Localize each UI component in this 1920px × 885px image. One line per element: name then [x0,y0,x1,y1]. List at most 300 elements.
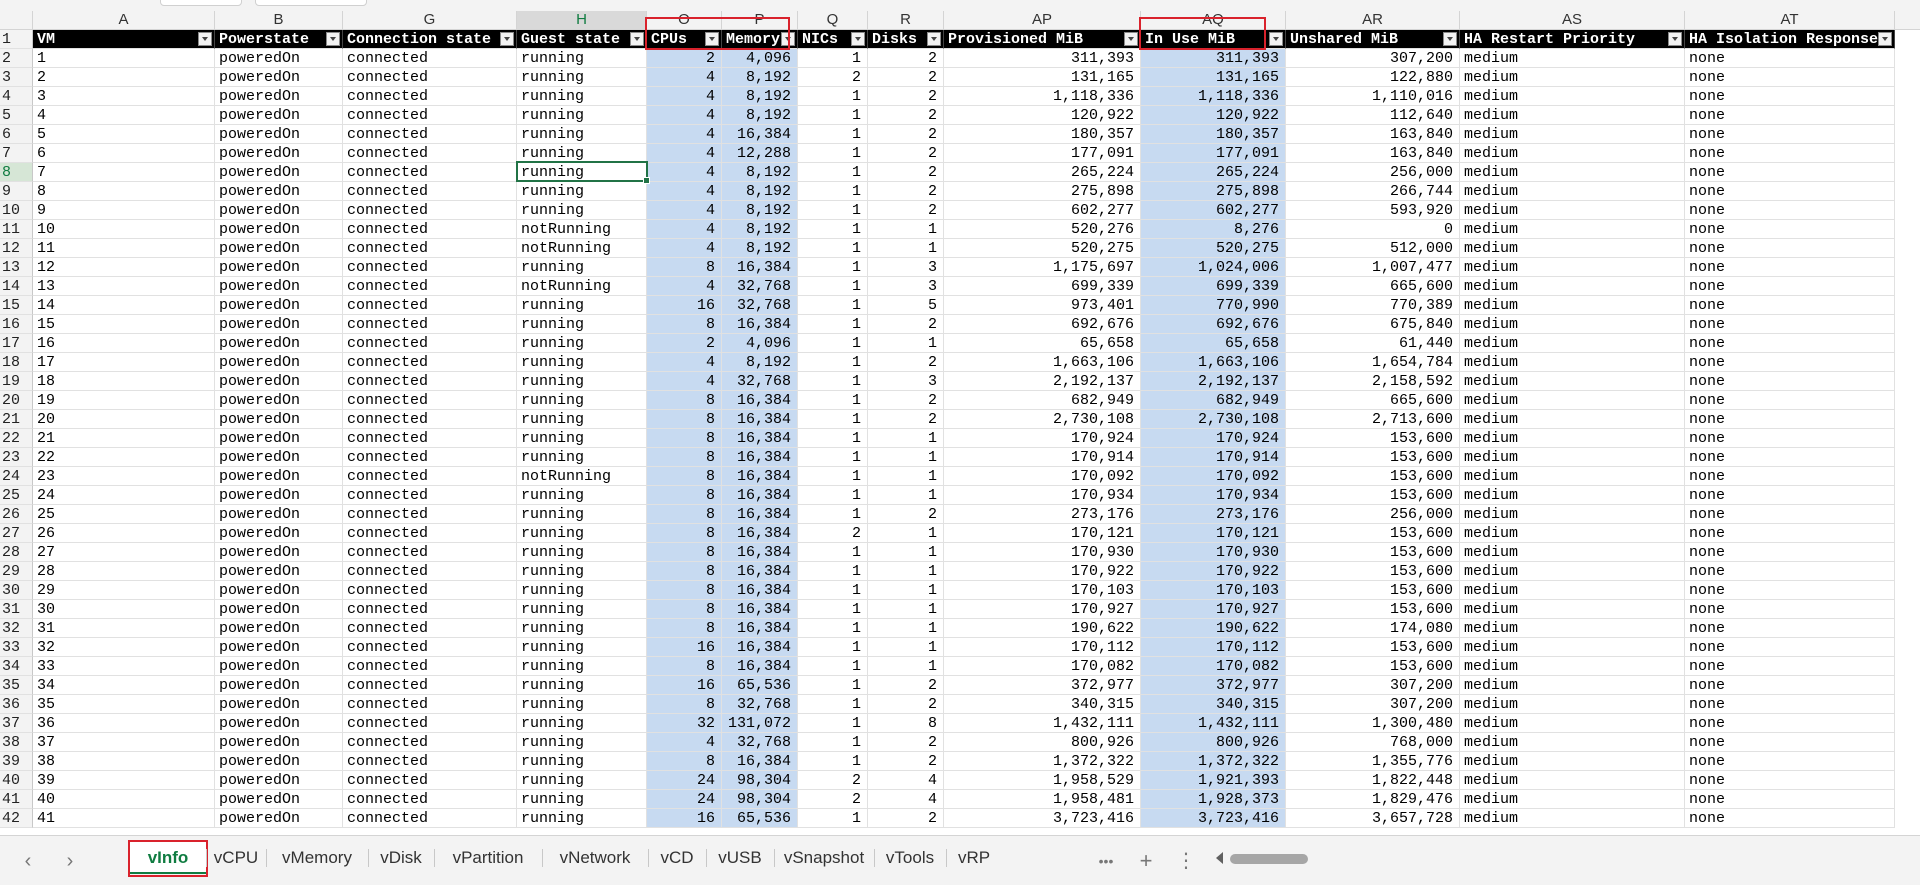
cell[interactable]: medium [1460,467,1685,486]
cell[interactable]: 2 [798,68,868,87]
cell[interactable]: medium [1460,372,1685,391]
cell[interactable]: 1,110,016 [1286,87,1460,106]
row-number[interactable]: 21 [0,410,33,429]
cell[interactable]: poweredOn [215,657,343,676]
cell[interactable]: connected [343,448,517,467]
cell[interactable]: medium [1460,125,1685,144]
row-number[interactable]: 31 [0,600,33,619]
cell[interactable]: 1 [798,448,868,467]
cell[interactable]: 512,000 [1286,239,1460,258]
column-header-memory[interactable] [722,30,798,49]
cell[interactable]: running [517,714,647,733]
cell[interactable]: 61,440 [1286,334,1460,353]
cell[interactable]: poweredOn [215,771,343,790]
cell[interactable]: 2 [33,68,215,87]
cell[interactable]: 37 [33,733,215,752]
cell[interactable]: 1,372,322 [944,752,1141,771]
cell[interactable]: poweredOn [215,353,343,372]
cell[interactable]: 170,082 [1141,657,1286,676]
cell[interactable]: 3 [868,258,944,277]
cell[interactable]: 4 [647,106,722,125]
cell[interactable]: 31 [33,619,215,638]
cell[interactable]: poweredOn [215,505,343,524]
cell[interactable]: connected [343,87,517,106]
cell[interactable]: 275,898 [944,182,1141,201]
cell[interactable]: 4 [647,87,722,106]
cell[interactable]: medium [1460,771,1685,790]
cell[interactable]: 153,600 [1286,429,1460,448]
cell[interactable]: 15 [33,315,215,334]
cell[interactable]: running [517,448,647,467]
cell[interactable]: 4 [647,277,722,296]
cell[interactable]: poweredOn [215,296,343,315]
cell[interactable]: medium [1460,486,1685,505]
cell[interactable]: 1,928,373 [1141,790,1286,809]
cell[interactable]: poweredOn [215,182,343,201]
cell[interactable]: 17 [33,353,215,372]
cell[interactable]: 0 [1286,220,1460,239]
cell[interactable]: medium [1460,334,1685,353]
cell[interactable]: 4,096 [722,334,798,353]
cell[interactable]: 16,384 [722,524,798,543]
cell[interactable]: connected [343,619,517,638]
cell[interactable]: poweredOn [215,87,343,106]
cell[interactable]: 307,200 [1286,49,1460,68]
cell[interactable]: 122,880 [1286,68,1460,87]
cell[interactable]: none [1685,581,1895,600]
cell[interactable]: 1 [33,49,215,68]
row-number[interactable]: 20 [0,391,33,410]
cell[interactable]: 18 [33,372,215,391]
sheet-tab-vdisk[interactable]: vDisk [380,848,422,867]
cell[interactable]: 2 [798,771,868,790]
cell[interactable]: 2,158,592 [1286,372,1460,391]
cell[interactable]: none [1685,315,1895,334]
cell[interactable]: poweredOn [215,448,343,467]
cell[interactable]: 12 [33,258,215,277]
cell[interactable]: 2 [868,752,944,771]
row-number[interactable]: 37 [0,714,33,733]
cell[interactable]: 800,926 [1141,733,1286,752]
cell[interactable]: 1 [798,429,868,448]
cell[interactable]: 16,384 [722,125,798,144]
cell[interactable]: medium [1460,657,1685,676]
cell[interactable]: 8 [647,315,722,334]
cell[interactable]: 8 [647,429,722,448]
cell[interactable]: 4 [647,125,722,144]
cell[interactable]: 9 [33,201,215,220]
cell[interactable]: 2 [868,391,944,410]
cell[interactable]: 34 [33,676,215,695]
cell[interactable]: 340,315 [1141,695,1286,714]
cell[interactable]: poweredOn [215,809,343,828]
cell[interactable]: 6 [33,144,215,163]
cell[interactable]: 153,600 [1286,448,1460,467]
cell[interactable]: 770,389 [1286,296,1460,315]
row-number[interactable]: 5 [0,106,33,125]
cell[interactable]: 32,768 [722,277,798,296]
cell[interactable]: 65,658 [944,334,1141,353]
filter-dropdown-icon[interactable] [927,32,941,46]
cell[interactable]: running [517,562,647,581]
cell[interactable]: 170,103 [1141,581,1286,600]
cell[interactable]: connected [343,638,517,657]
cell[interactable]: none [1685,239,1895,258]
cell[interactable]: 32,768 [722,372,798,391]
cell[interactable]: 10 [33,220,215,239]
cell[interactable]: 24 [647,771,722,790]
cell[interactable]: none [1685,524,1895,543]
cell[interactable]: 1 [798,163,868,182]
cell[interactable]: 5 [33,125,215,144]
cell[interactable]: 8 [647,657,722,676]
cell[interactable]: none [1685,771,1895,790]
cell[interactable]: connected [343,277,517,296]
cell[interactable]: connected [343,429,517,448]
cell[interactable]: 8 [647,562,722,581]
cell[interactable]: 1,432,111 [1141,714,1286,733]
row-number[interactable]: 6 [0,125,33,144]
cell[interactable]: poweredOn [215,695,343,714]
cell[interactable]: 2 [868,49,944,68]
cell[interactable]: 4 [647,68,722,87]
row-number[interactable]: 17 [0,334,33,353]
cell[interactable]: connected [343,695,517,714]
cell[interactable]: 1 [798,277,868,296]
cell[interactable]: notRunning [517,277,647,296]
cell[interactable]: 16,384 [722,562,798,581]
cell[interactable]: 8 [647,752,722,771]
sheet-tab-vcpu[interactable]: vCPU [213,848,259,867]
cell[interactable]: 170,112 [1141,638,1286,657]
row-number[interactable]: 38 [0,733,33,752]
cell[interactable]: 1 [868,600,944,619]
cell[interactable]: 682,949 [1141,391,1286,410]
sheet-tab-vtools[interactable]: vTools [885,848,935,867]
cell[interactable]: 41 [33,809,215,828]
cell[interactable]: 1,118,336 [944,87,1141,106]
sheet-tab-vnetwork[interactable]: vNetwork [559,848,631,867]
cell[interactable]: 1 [798,315,868,334]
cell[interactable]: connected [343,714,517,733]
cell[interactable]: 177,091 [944,144,1141,163]
cell[interactable]: none [1685,220,1895,239]
cell[interactable]: 170,112 [944,638,1141,657]
cell[interactable]: poweredOn [215,106,343,125]
cell[interactable]: 177,091 [1141,144,1286,163]
cell[interactable]: 170,103 [944,581,1141,600]
cell[interactable]: poweredOn [215,676,343,695]
cell[interactable]: 520,275 [944,239,1141,258]
cell[interactable]: connected [343,752,517,771]
cell[interactable]: poweredOn [215,201,343,220]
cell[interactable]: 22 [33,448,215,467]
cell[interactable]: running [517,695,647,714]
cell[interactable]: 699,339 [1141,277,1286,296]
cell[interactable]: 520,276 [944,220,1141,239]
cell[interactable]: 12,288 [722,144,798,163]
column-letter-q[interactable]: Q [798,11,868,29]
cell[interactable]: 8 [647,410,722,429]
cell[interactable]: 16 [647,638,722,657]
cell[interactable]: 170,924 [944,429,1141,448]
cell[interactable]: poweredOn [215,467,343,486]
cell[interactable]: 665,600 [1286,391,1460,410]
cell[interactable]: 8 [647,543,722,562]
column-header-in-use-mib[interactable] [1141,30,1286,49]
cell[interactable]: 8 [647,600,722,619]
row-number[interactable]: 12 [0,239,33,258]
cell[interactable]: 1 [798,581,868,600]
cell[interactable]: 1 [798,353,868,372]
column-letter-h[interactable]: H [517,11,647,29]
cell[interactable]: 24 [33,486,215,505]
cell[interactable]: 32,768 [722,296,798,315]
cell[interactable]: 16,384 [722,600,798,619]
cell[interactable]: 16,384 [722,505,798,524]
cell[interactable]: poweredOn [215,220,343,239]
cell[interactable]: 170,121 [944,524,1141,543]
row-number[interactable]: 26 [0,505,33,524]
cell[interactable]: 98,304 [722,790,798,809]
cell[interactable]: 2 [868,809,944,828]
cell[interactable]: 16,384 [722,448,798,467]
row-number[interactable]: 2 [0,49,33,68]
cell[interactable]: running [517,505,647,524]
cell[interactable]: connected [343,315,517,334]
cell[interactable]: medium [1460,144,1685,163]
row-number[interactable]: 23 [0,448,33,467]
cell[interactable]: 2 [647,49,722,68]
cell[interactable]: 170,927 [1141,600,1286,619]
cell[interactable]: 4 [647,182,722,201]
row-number[interactable]: 16 [0,315,33,334]
cell[interactable]: medium [1460,809,1685,828]
cell[interactable]: poweredOn [215,125,343,144]
cell[interactable]: medium [1460,87,1685,106]
cell[interactable]: 39 [33,771,215,790]
cell[interactable]: 170,092 [944,467,1141,486]
cell[interactable]: 1 [798,220,868,239]
ribbon-control[interactable] [160,0,242,6]
cell[interactable]: 16,384 [722,467,798,486]
cell[interactable]: none [1685,448,1895,467]
cell[interactable]: poweredOn [215,391,343,410]
column-letter-p[interactable]: P [722,11,798,29]
cell[interactable]: 8,192 [722,239,798,258]
cell[interactable]: connected [343,125,517,144]
filter-dropdown-icon[interactable] [326,32,340,46]
cell[interactable]: 8 [868,714,944,733]
cell[interactable]: 120,922 [1141,106,1286,125]
cell[interactable]: 153,600 [1286,524,1460,543]
select-all-corner[interactable] [0,11,33,29]
cell[interactable]: 170,922 [1141,562,1286,581]
row-number[interactable]: 41 [0,790,33,809]
cell[interactable]: 120,922 [944,106,1141,125]
cell[interactable]: 800,926 [944,733,1141,752]
cell[interactable]: poweredOn [215,543,343,562]
cell[interactable]: 16,384 [722,657,798,676]
cell[interactable]: 131,165 [1141,68,1286,87]
cell[interactable]: 2 [868,315,944,334]
cell[interactable]: 16,384 [722,410,798,429]
column-header-powerstate[interactable] [215,30,343,49]
cell[interactable]: 170,924 [1141,429,1286,448]
cell[interactable]: poweredOn [215,144,343,163]
cell[interactable]: 1 [868,543,944,562]
cell[interactable]: medium [1460,410,1685,429]
next-sheet-button[interactable]: › [66,850,74,872]
cell[interactable]: poweredOn [215,49,343,68]
cell[interactable]: 36 [33,714,215,733]
cell[interactable]: 1,175,697 [944,258,1141,277]
cell[interactable]: none [1685,68,1895,87]
filter-dropdown-icon[interactable] [500,32,514,46]
cell[interactable]: connected [343,600,517,619]
cell[interactable]: 163,840 [1286,125,1460,144]
cell[interactable]: 8,192 [722,87,798,106]
cell[interactable]: 11 [33,239,215,258]
sheet-tab-vusb[interactable]: vUSB [718,848,762,867]
cell[interactable]: none [1685,676,1895,695]
cell[interactable]: connected [343,410,517,429]
cell[interactable]: none [1685,391,1895,410]
cell[interactable]: 153,600 [1286,581,1460,600]
cell[interactable]: 65,658 [1141,334,1286,353]
cell[interactable]: medium [1460,790,1685,809]
cell[interactable]: poweredOn [215,372,343,391]
cell[interactable]: 170,930 [1141,543,1286,562]
cell[interactable]: none [1685,486,1895,505]
cell[interactable]: none [1685,258,1895,277]
cell[interactable]: 3,657,728 [1286,809,1460,828]
cell[interactable]: 170,930 [944,543,1141,562]
cell[interactable]: 1 [798,372,868,391]
cell[interactable]: 1 [868,524,944,543]
cell[interactable]: 38 [33,752,215,771]
column-letter-aq[interactable]: AQ [1141,11,1286,29]
cell[interactable]: connected [343,144,517,163]
cell[interactable]: running [517,353,647,372]
row-number[interactable]: 22 [0,429,33,448]
cell[interactable]: 3,723,416 [944,809,1141,828]
cell[interactable]: medium [1460,182,1685,201]
cell[interactable]: 1 [798,733,868,752]
cell[interactable]: 1,355,776 [1286,752,1460,771]
cell[interactable]: running [517,391,647,410]
row-number[interactable]: 40 [0,771,33,790]
cell[interactable]: none [1685,638,1895,657]
cell[interactable]: 1 [868,239,944,258]
cell[interactable]: none [1685,372,1895,391]
row-number[interactable]: 29 [0,562,33,581]
column-header-vm[interactable] [33,30,215,49]
cell[interactable]: 8 [647,467,722,486]
cell[interactable]: 16 [647,676,722,695]
cell[interactable]: none [1685,543,1895,562]
cell[interactable]: medium [1460,239,1685,258]
cell[interactable]: medium [1460,562,1685,581]
cell[interactable]: connected [343,581,517,600]
cell[interactable]: poweredOn [215,600,343,619]
cell[interactable]: medium [1460,315,1685,334]
cell[interactable]: 2 [868,106,944,125]
cell[interactable]: none [1685,182,1895,201]
cell[interactable]: 1 [868,657,944,676]
row-number[interactable]: 34 [0,657,33,676]
cell[interactable]: 8,192 [722,106,798,125]
cell[interactable]: 4 [647,163,722,182]
cell[interactable]: 2,192,137 [1141,372,1286,391]
cell[interactable]: 24 [647,790,722,809]
cell[interactable]: 65,536 [722,809,798,828]
cell[interactable]: 170,914 [1141,448,1286,467]
cell[interactable]: 340,315 [944,695,1141,714]
cell[interactable]: medium [1460,277,1685,296]
cell[interactable]: 8 [647,619,722,638]
cell[interactable]: 131,165 [944,68,1141,87]
column-header-guest-state[interactable] [517,30,647,49]
cell[interactable]: 8 [647,581,722,600]
cell[interactable]: medium [1460,505,1685,524]
cell[interactable]: 16,384 [722,581,798,600]
cell[interactable]: 2 [868,163,944,182]
row-number[interactable]: 14 [0,277,33,296]
cell[interactable]: 3 [33,87,215,106]
cell[interactable]: 1 [868,581,944,600]
cell[interactable]: 1 [798,752,868,771]
cell[interactable]: 1 [798,638,868,657]
cell[interactable]: 16,384 [722,638,798,657]
cell[interactable]: 30 [33,600,215,619]
cell[interactable]: 973,401 [944,296,1141,315]
column-header-cpus[interactable] [647,30,722,49]
cell[interactable]: medium [1460,695,1685,714]
cell[interactable]: running [517,49,647,68]
sheet-tab-vpartition[interactable]: vPartition [452,848,524,867]
cell[interactable]: 8,192 [722,220,798,239]
column-header-disks[interactable] [868,30,944,49]
scrollbar-thumb[interactable] [1230,854,1308,864]
cell[interactable]: 174,080 [1286,619,1460,638]
cell[interactable]: 2 [868,733,944,752]
cell[interactable]: 4 [33,106,215,125]
scroll-left-arrow-icon[interactable] [1216,852,1223,864]
cell[interactable]: 1,300,480 [1286,714,1460,733]
cell[interactable]: poweredOn [215,562,343,581]
cell[interactable]: 4 [647,220,722,239]
row-number[interactable]: 30 [0,581,33,600]
cell[interactable]: medium [1460,676,1685,695]
row-number[interactable]: 4 [0,87,33,106]
cell[interactable]: connected [343,733,517,752]
cell[interactable]: 170,934 [944,486,1141,505]
cell[interactable]: 372,977 [1141,676,1286,695]
cell[interactable]: none [1685,163,1895,182]
cell[interactable]: 8 [647,695,722,714]
filter-dropdown-icon[interactable] [1269,32,1283,46]
cell[interactable]: 311,393 [944,49,1141,68]
cell[interactable]: poweredOn [215,619,343,638]
cell[interactable]: running [517,600,647,619]
cell[interactable]: 692,676 [1141,315,1286,334]
cell[interactable]: poweredOn [215,277,343,296]
cell[interactable]: 32 [33,638,215,657]
sheet-options-button[interactable]: ⋮ [1176,850,1196,872]
cell[interactable]: 2 [868,695,944,714]
cell[interactable]: 2 [868,144,944,163]
